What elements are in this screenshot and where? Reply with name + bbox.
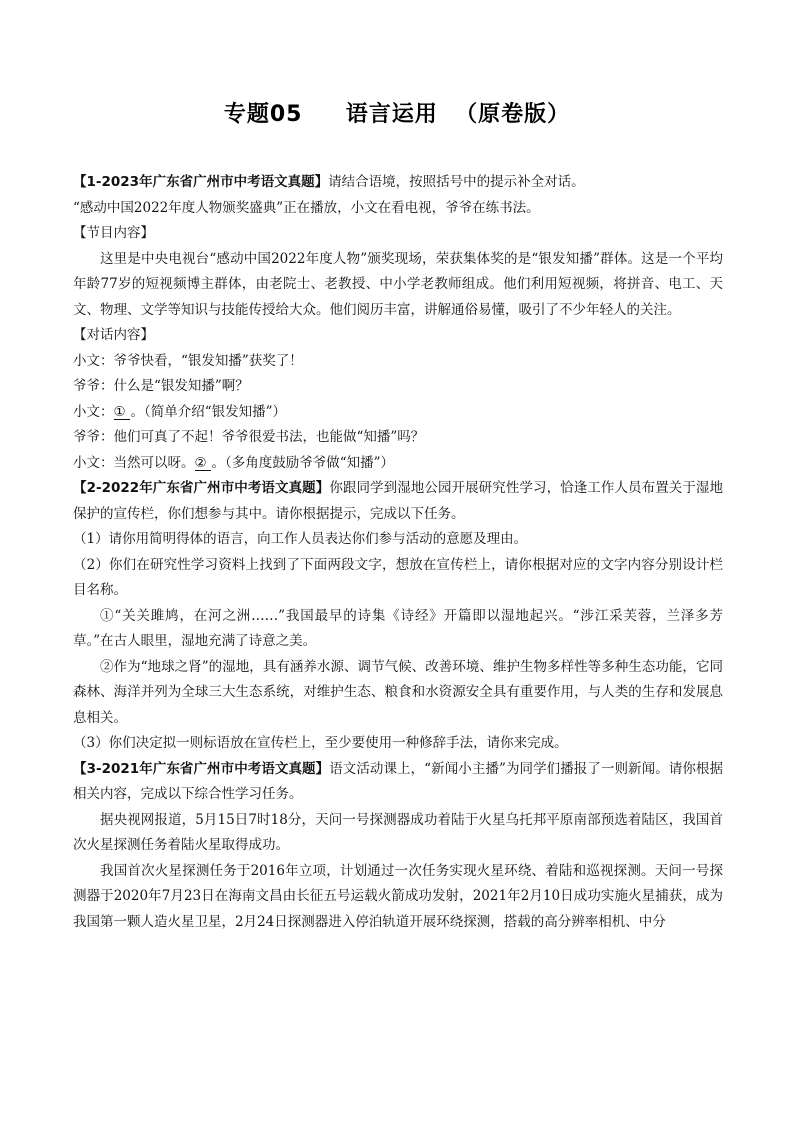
question-2-header <box>73 476 723 527</box>
answer-blank-2[interactable]: ② <box>195 456 211 471</box>
program-paragraph: 这里是中央电视台“感动中国2022年度人物”颁奖现场，荣获集体奖的是“银发知播”群体。这是一个平均年龄77岁的短视频博主群体，由老院士、老教授、中小学老教师组成。他们利用短视频，将拼音、电工、天文、物理、文学等知识与技能传授给大众。他们阅历丰富，讲解通俗易懂，吸引了不少年轻人的关注。 <box>73 250 723 318</box>
dialogue-line-3-speaker: 小文： <box>73 403 114 420</box>
dialogue-line-5 <box>73 451 723 477</box>
dialogue-line-5-speaker: 小文：当然可以呀。 <box>73 454 195 471</box>
dialogue-line-3-hint: 。（简单介绍“银发知播”） <box>130 403 287 420</box>
question-2-task-3: （3）你们决定拟一则标语放在宣传栏上，至少要使用一种修辞手法，请你来完成。 <box>73 735 568 751</box>
document-body <box>73 170 723 935</box>
dialogue-line-2: 爷爷：什么是“银发知播”啊？ <box>73 378 249 394</box>
wetland-paragraph-2: ②作为“地球之肾”的湿地，具有涵养水源、调节气候、改善环境、维护生物多样性等多种生态功能，它同森林、海洋并列为全球三大生态系统，对维护生态、粮食和水资源安全具有重要作用，与人类的生存和发展息息相关。 <box>73 658 723 726</box>
program-section-heading: 【节目内容】 <box>73 225 154 241</box>
question-3-header <box>73 757 723 808</box>
question-1-header <box>73 170 723 196</box>
question-1-source: 【1-2023年广东省广州市中考语文真题】 <box>73 174 329 190</box>
question-1-context: “感动中国2022年度人物颁奖盛典”正在播放，小文在看电视，爷爷在练书法。 <box>73 199 540 216</box>
news-paragraph-2: 我国首次火星探测任务于2016年立项，计划通过一次任务实现火星环绕、着陆和巡视探测。天问一号探测器于2020年7月23日在海南文昌由长征五号运载火箭成功发射，2021年2月10日成功实施火星捕获，成为我国第一颗人造火星卫星，2月24日探测器进入停泊轨道开展环绕探测，搭载的高分辨率相机、中分 <box>73 862 723 930</box>
question-1-prompt: 请结合语境，按照括号中的提示补全对话。 <box>328 174 585 190</box>
dialogue-section-heading: 【对话内容】 <box>73 327 154 343</box>
question-2-task-2: （2）你们在研究性学习资料上找到了下面两段文字，想放在宣传栏上，请你根据对应的文字内容分别设计栏目名称。 <box>73 556 723 598</box>
dialogue-line-4: 爷爷：他们可真了不起！爷爷很爱书法，也能做“知播”吗？ <box>73 429 425 445</box>
answer-blank-1[interactable]: ① <box>114 405 130 420</box>
question-2-prompt: 你跟同学到湿地公园开展研究性学习，恰逢工作人员布置关于湿地保护的宣传栏，你们想参与其中。请你根据提示，完成以下任务。 <box>73 480 724 522</box>
question-2-source: 【2-2022年广东省广州市中考语文真题】 <box>73 480 330 496</box>
dialogue-line-3 <box>73 400 723 426</box>
wetland-paragraph-1: ①“关关雎鸠，在河之洲……”我国最早的诗集《诗经》开篇即以湿地起兴。“涉江采芙蓉，兰泽多芳草。”在古人眼里，湿地充满了诗意之美。 <box>73 607 723 649</box>
question-3-source: 【3-2021年广东省广州市中考语文真题】 <box>73 760 330 777</box>
dialogue-line-1: 小文：爷爷快看，“银发知播”获奖了！ <box>73 352 303 369</box>
page-title: 专题05 语言运用 （原卷版） <box>223 102 571 127</box>
dialogue-line-5-hint: 。（多角度鼓励爷爷做“知播”） <box>211 454 395 471</box>
question-2-task-1: （1）请你用简明得体的语言，向工作人员表达你们参与活动的意愿及理由。 <box>73 531 528 547</box>
question-3-prompt: 语文活动课上，“新闻小主播”为同学们播报了一则新闻。请你根据相关内容，完成以下综合性学习任务。 <box>73 760 723 802</box>
news-paragraph-1: 据央视网报道，5月15日7时18分，天问一号探测器成功着陆于火星乌托邦平原南部预选着陆区，我国首次火星探测任务着陆火星取得成功。 <box>73 811 723 853</box>
